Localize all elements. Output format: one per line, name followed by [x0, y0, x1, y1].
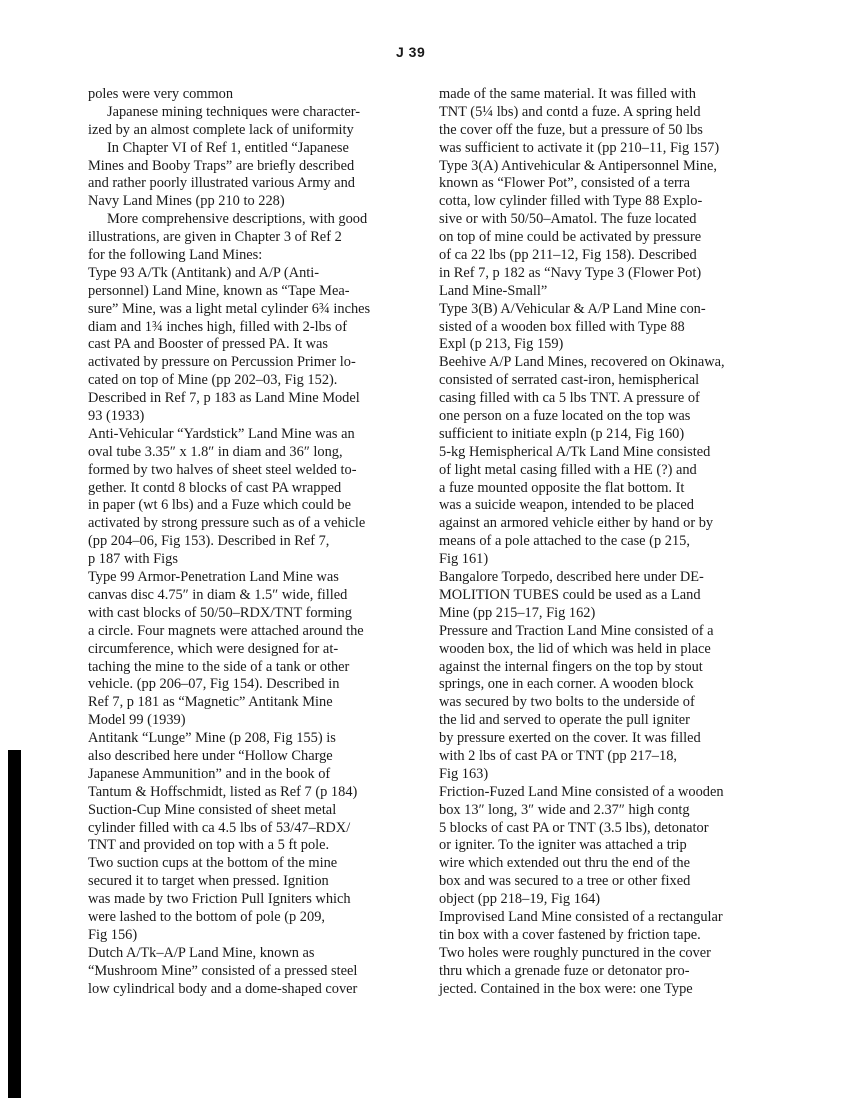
text-line: “Mushroom Mine” consisted of a pressed steel — [88, 962, 358, 979]
text-line: Fig 163) — [439, 765, 489, 782]
text-line: Type 3(B) A/Vehicular & A/P Land Mine con- — [439, 300, 706, 317]
text-line: vehicle. (pp 206–07, Fig 154). Described in — [88, 676, 340, 693]
text-line: against an armored vehicle either by hand or by — [439, 515, 714, 532]
text-line: gether. It contd 8 blocks of cast PA wrapped — [88, 479, 342, 496]
text-line: cylinder filled with ca 4.5 lbs of 53/47–RDX/ — [88, 819, 351, 836]
text-line: Anti-Vehicular “Yardstick” Land Mine was an — [88, 425, 355, 442]
left-column — [88, 86, 408, 998]
page-number: J 39 — [396, 44, 426, 60]
text-line: ized by an almost complete lack of uniformity — [88, 121, 354, 138]
text-line: sure” Mine, was a light metal cylinder 6¾ inches — [88, 300, 371, 317]
text-line: in Ref 7, p 182 as “Navy Type 3 (Flower Pot) — [439, 264, 702, 281]
text-line: casing filled with ca 5 lbs TNT. A pressure of — [439, 390, 700, 407]
text-line: one person on a fuze located on the top was — [439, 408, 691, 425]
text-line: with 2 lbs of cast PA or TNT (pp 217–18, — [439, 747, 677, 764]
text-line: was sufficient to activate it (pp 210–11, Fig 157) — [439, 139, 720, 156]
text-line: taching the mine to the side of a tank or other — [88, 658, 350, 675]
text-line: cated on top of Mine (pp 202–03, Fig 152). — [88, 372, 338, 389]
text-line: Described in Ref 7, p 183 as Land Mine Model — [88, 390, 360, 407]
text-line: the lid and served to operate the pull igniter — [439, 712, 690, 729]
text-line: TNT (5¼ lbs) and contd a fuze. A spring held — [439, 103, 701, 120]
text-line: wire which extended out thru the end of the — [439, 855, 690, 872]
text-line: 93 (1933) — [88, 408, 145, 425]
text-line: Type 93 A/Tk (Antitank) and A/P (Anti- — [88, 264, 320, 281]
text-line: (pp 204–06, Fig 153). Described in Ref 7, — [88, 533, 330, 550]
text-line: box and was secured to a tree or other fixed — [439, 873, 691, 890]
text-line: tin box with a cover fastened by friction tape. — [439, 926, 701, 943]
text-line: object (pp 218–19, Fig 164) — [439, 891, 601, 908]
text-line: in paper (wt 6 lbs) and a Fuze which could be — [88, 497, 351, 514]
text-line: a circle. Four magnets were attached around the — [88, 622, 364, 639]
text-line: of light metal casing filled with a HE (?) and — [439, 461, 697, 478]
text-line: by pressure exerted on the cover. It was filled — [439, 730, 701, 747]
text-line: Ref 7, p 181 as “Magnetic” Antitank Mine — [88, 694, 333, 711]
text-line: sufficient to initiate expln (p 214, Fig 160) — [439, 425, 685, 442]
text-line: the cover off the fuze, but a pressure of 50 lbs — [439, 121, 703, 138]
text-line: made of the same material. It was filled with — [439, 86, 696, 102]
text-line: activated by strong pressure such as of a vehicle — [88, 515, 366, 532]
text-line: Friction-Fuzed Land Mine consisted of a wooden — [439, 783, 724, 800]
text-line: jected. Contained in the box were: one Type — [439, 980, 693, 997]
text-line: Bangalore Torpedo, described here under DE- — [439, 569, 704, 586]
text-line: Two holes were roughly punctured in the cover — [439, 944, 711, 961]
text-line: Mine (pp 215–17, Fig 162) — [439, 604, 596, 621]
text-line: TNT and provided on top with a 5 ft pole. — [88, 837, 330, 854]
text-line: personnel) Land Mine, known as “Tape Mea- — [88, 282, 350, 299]
text-line: box 13″ long, 3″ wide and 2.37″ high contg — [439, 801, 690, 818]
text-line: on top of mine could be activated by pressure — [439, 229, 702, 246]
text-line: Suction-Cup Mine consisted of sheet metal — [88, 801, 337, 818]
text-line: formed by two halves of sheet steel welded to- — [88, 461, 357, 478]
text-line: low cylindrical body and a dome-shaped cover — [88, 980, 358, 997]
text-line: means of a pole attached to the case (p 215, — [439, 533, 690, 550]
text-line: circumference, which were designed for at- — [88, 640, 339, 657]
text-line: known as “Flower Pot”, consisted of a terra — [439, 175, 690, 192]
scan-edge-bar — [8, 750, 21, 1098]
text-line: against the internal fingers on the top by stout — [439, 658, 703, 675]
text-line: Mines and Booby Traps” are briefly described — [88, 157, 355, 174]
text-line: or igniter. To the igniter was attached a trip — [439, 837, 687, 854]
text-line: Two suction cups at the bottom of the mine — [88, 855, 338, 872]
text-line: Antitank “Lunge” Mine (p 208, Fig 155) is — [88, 730, 336, 747]
text-line: consisted of serrated cast-iron, hemispherical — [439, 372, 700, 389]
text-line: diam and 1¾ inches high, filled with 2-lbs of — [88, 318, 347, 335]
text-line: also described here under “Hollow Charge — [88, 747, 333, 764]
text-line: Pressure and Traction Land Mine consisted of a — [439, 622, 714, 639]
text-line: In Chapter VI of Ref 1, entitled “Japanese — [107, 139, 349, 156]
text-line: Expl (p 213, Fig 159) — [439, 336, 564, 353]
text-line: Beehive A/P Land Mines, recovered on Okinawa, — [439, 354, 725, 371]
text-line: oval tube 3.35″ x 1.8″ in diam and 36″ long, — [88, 443, 343, 460]
text-line: of ca 22 lbs (pp 211–12, Fig 158). Described — [439, 247, 697, 264]
text-line: 5-kg Hemispherical A/Tk Land Mine consisted — [439, 443, 711, 460]
text-line: Dutch A/Tk–A/P Land Mine, known as — [88, 944, 315, 961]
text-line: activated by pressure on Percussion Primer lo- — [88, 354, 356, 371]
text-line: was secured by two bolts to the underside of — [439, 694, 695, 711]
text-line: was a suicide weapon, intended to be placed — [439, 497, 694, 514]
text-line: 5 blocks of cast PA or TNT (3.5 lbs), detonator — [439, 819, 709, 836]
text-line: a fuze mounted opposite the flat bottom. It — [439, 479, 685, 496]
text-line: Fig 156) — [88, 926, 138, 943]
text-line: for the following Land Mines: — [88, 247, 263, 264]
text-line: Land Mine-Small” — [439, 282, 548, 299]
text-line: Tantum & Hoffschmidt, listed as Ref 7 (p 184) — [88, 783, 358, 800]
text-line: Navy Land Mines (pp 210 to 228) — [88, 193, 285, 210]
text-line: Type 99 Armor-Penetration Land Mine was — [88, 569, 339, 586]
right-column — [439, 86, 769, 998]
text-line: Japanese mining techniques were character- — [107, 103, 361, 120]
text-line: Improvised Land Mine consisted of a rectangular — [439, 908, 723, 925]
text-line: MOLITION TUBES could be used as a Land — [439, 586, 701, 603]
text-line: Model 99 (1939) — [88, 712, 186, 729]
text-line: p 187 with Figs — [88, 551, 178, 568]
text-line: springs, one in each corner. A wooden block — [439, 676, 694, 693]
text-line: secured it to target when pressed. Ignition — [88, 873, 329, 890]
text-line: were lashed to the bottom of pole (p 209, — [88, 908, 325, 925]
text-line: cotta, low cylinder filled with Type 88 Explo- — [439, 193, 703, 210]
text-line: wooden box, the lid of which was held in place — [439, 640, 711, 657]
text-line: poles were very common — [88, 86, 234, 102]
text-line: More comprehensive descriptions, with good — [107, 211, 368, 228]
text-line: sive or with 50/50–Amatol. The fuze located — [439, 211, 697, 228]
text-line: Type 3(A) Antivehicular & Antipersonnel Mine, — [439, 157, 717, 174]
text-line: canvas disc 4.75″ in diam & 1.5″ wide, filled — [88, 586, 348, 603]
text-line: illustrations, are given in Chapter 3 of Ref 2 — [88, 229, 342, 246]
text-line: sisted of a wooden box filled with Type 88 — [439, 318, 685, 335]
text-line: Fig 161) — [439, 551, 489, 568]
text-line: was made by two Friction Pull Igniters which — [88, 891, 351, 908]
text-line: thru which a grenade fuze or detonator pro- — [439, 962, 690, 979]
text-line: Japanese Ammunition” and in the book of — [88, 765, 331, 782]
text-line: with cast blocks of 50/50–RDX/TNT forming — [88, 604, 352, 621]
text-line: and rather poorly illustrated various Army and — [88, 175, 355, 192]
text-line: cast PA and Booster of pressed PA. It was — [88, 336, 328, 353]
